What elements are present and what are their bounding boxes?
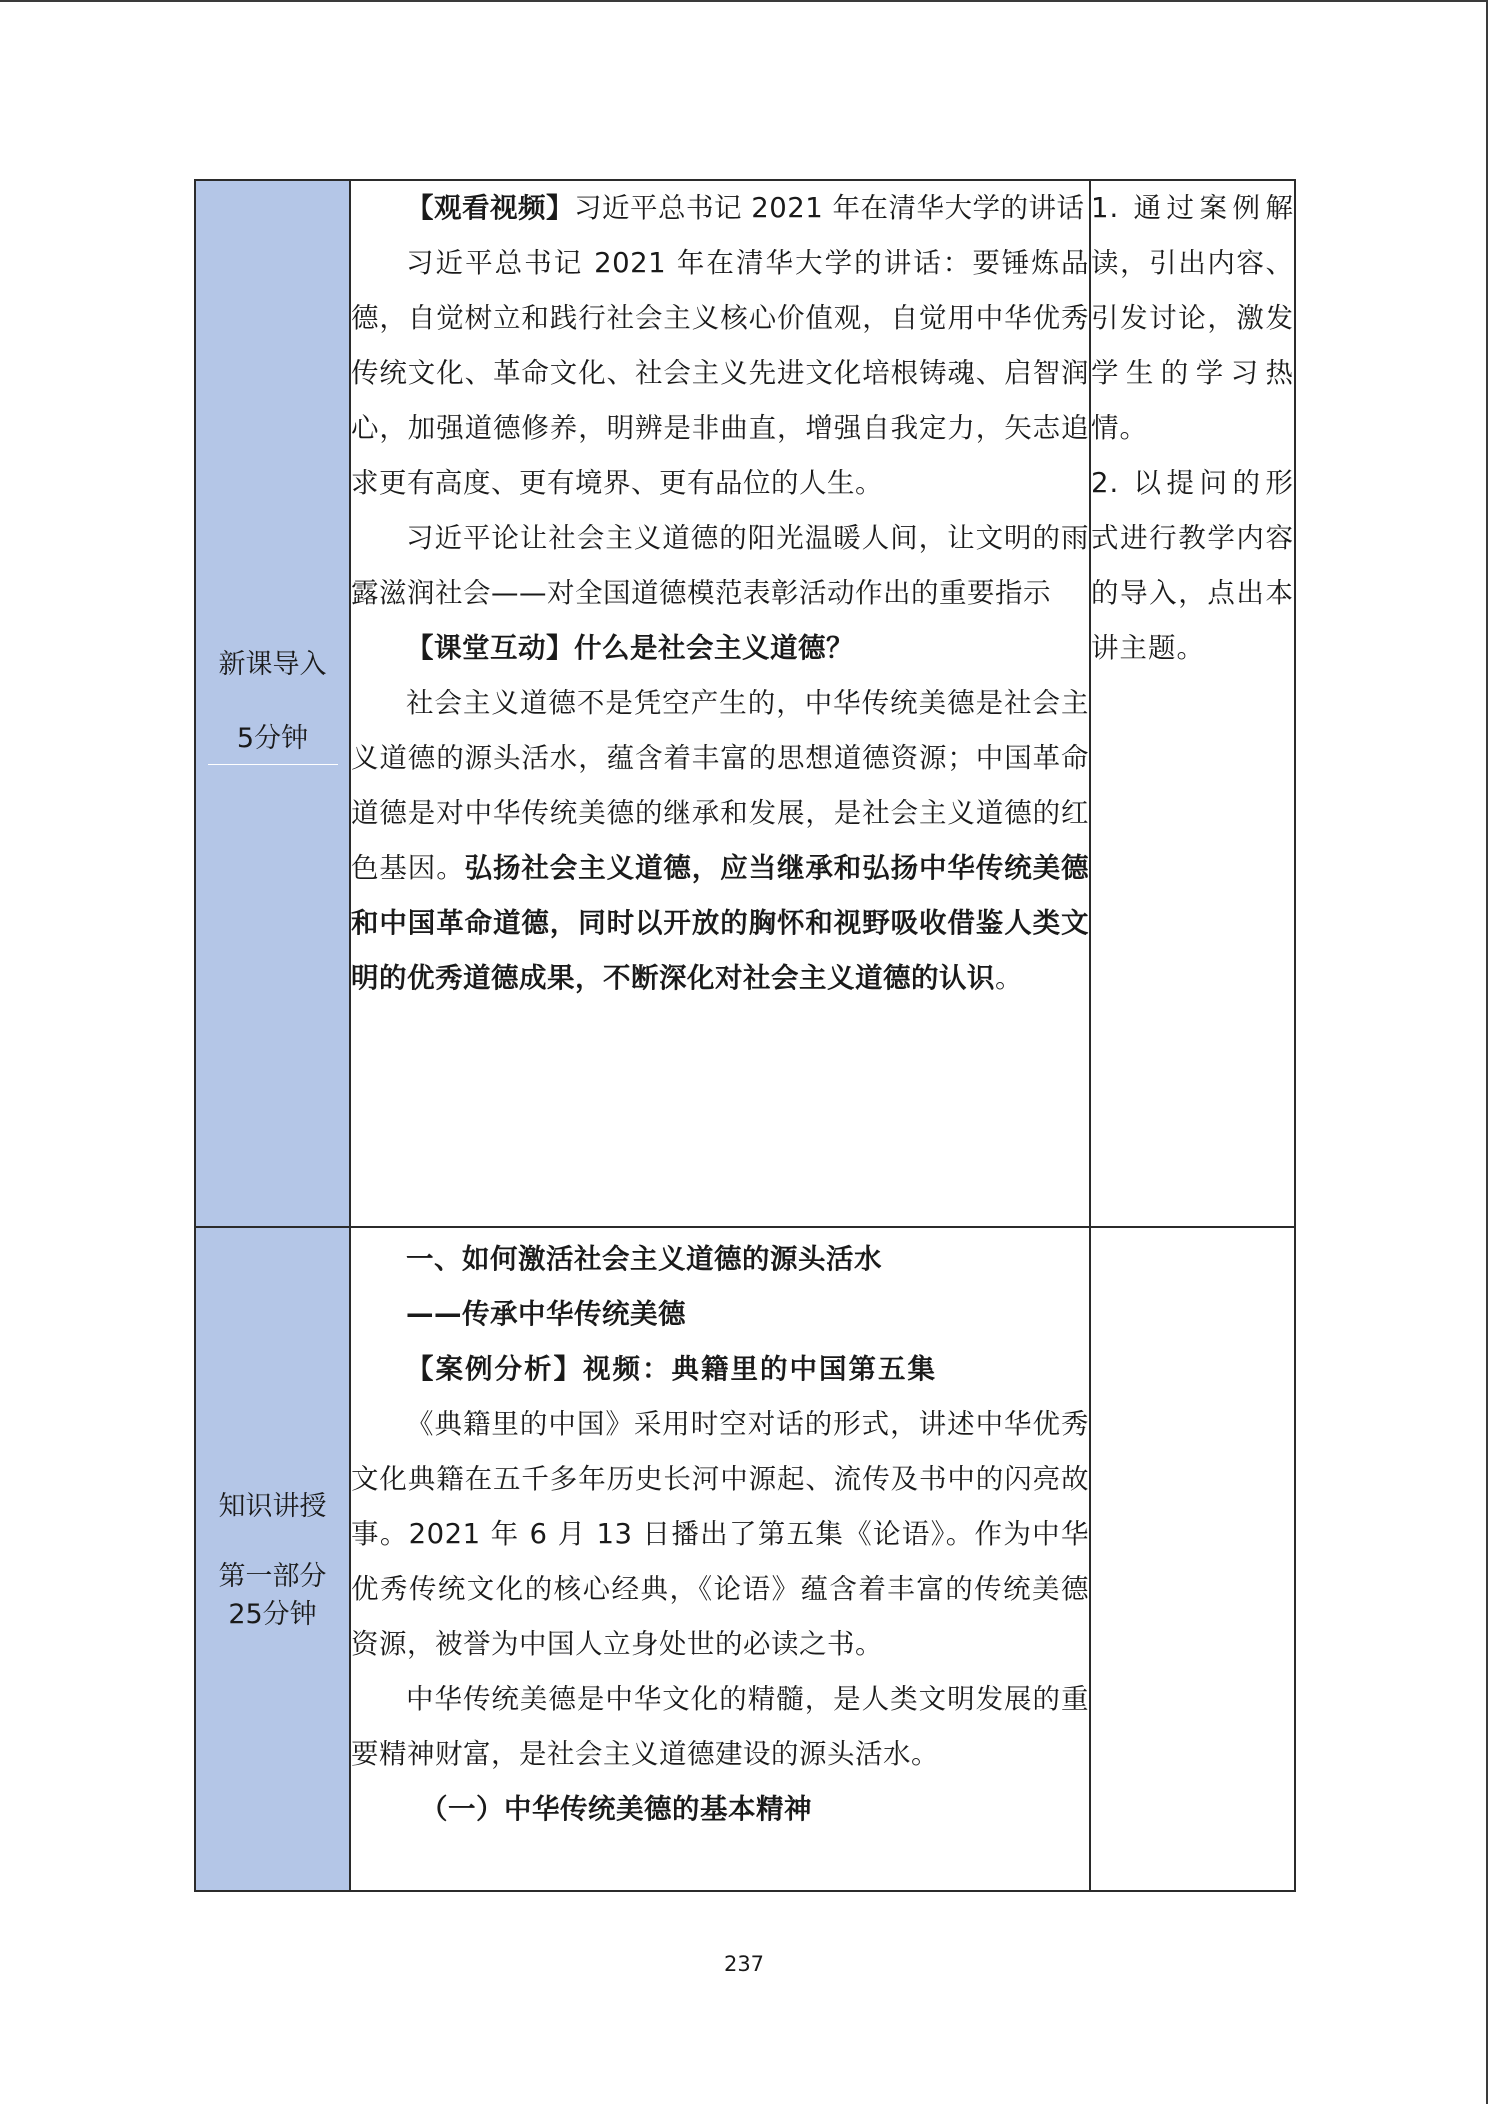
paragraph: 【观看视频】习近平总书记 2021 年在清华大学的讲话: [406, 192, 1085, 224]
notes-cell: [1090, 1227, 1295, 1891]
table-row-lecture: [195, 1227, 1295, 1891]
subheading: ——传承中华传统美德: [406, 1298, 686, 1330]
notes-cell: [1090, 180, 1295, 1227]
content-cell: [350, 1227, 1090, 1891]
heading: 一、如何激活社会主义道德的源头活水: [406, 1243, 882, 1275]
section-part: 第一部分: [218, 1561, 327, 1592]
table-row-intro: [195, 180, 1295, 1227]
bold-emphasis: 弘扬社会主义道德，应当继承和弘扬中华传统美德和中国革命道德，同时以开放的胸怀和视野吸收借鉴人类文明的优秀道德成果，不断深化对社会主义道德的认识: [351, 852, 1090, 994]
subheading: 【案例分析】视频：典籍里的中国第五集: [406, 1353, 937, 1385]
lesson-plan-table: [194, 179, 1296, 1892]
note-item: 1. 通过案例解读，引出内容、引发讨论，激发学生的学习热情。: [1091, 192, 1294, 444]
heading-tag: 【观看视频】: [406, 192, 574, 224]
paragraph: 《典籍里的中国》采用时空对话的形式，讲述中华优秀文化典籍在五千多年历史长河中源起、流传及书中的闪亮故事。2021 年 6 月 13 日播出了第五集《论语》。作为中华优秀传统文化的核心经典，《论语》蕴含着丰富的传统美德资源，被誉为中国人立身处世的必读之书。: [351, 1408, 1089, 1660]
paragraph: 习近平总书记 2021 年在清华大学的讲话：要锤炼品德，自觉树立和践行社会主义核心价值观，自觉用中华优秀传统文化、革命文化、社会主义先进文化培根铸魂、启智润心，加强道德修养，明辨是非曲直，增强自我定力，矢志追求更有高度、更有境界、更有品位的人生。: [351, 247, 1089, 499]
section-duration: 5分钟: [208, 716, 338, 765]
row-label-cell: [195, 1227, 350, 1891]
note-item: 2. 以提问的形式进行教学内容的导入，点出本讲主题。: [1091, 467, 1294, 664]
section-label: 新课导入: [218, 649, 327, 680]
paragraph: 中华传统美德是中华文化的精髓，是人类文明发展的重要精神财富，是社会主义道德建设的源头活水。: [351, 1683, 1089, 1770]
paragraph: 习近平论让社会主义道德的阳光温暖人间，让文明的雨露滋润社会——对全国道德模范表彰活动作出的重要指示: [351, 522, 1089, 609]
content-cell: [350, 180, 1090, 1227]
page-number: 237: [723, 1952, 765, 1976]
section-label: 知识讲授: [218, 1491, 327, 1522]
subheading: 【课堂互动】什么是社会主义道德？: [406, 632, 854, 664]
paragraph: 社会主义道德不是凭空产生的，中华传统美德是社会主义道德的源头活水，蕴含着丰富的思想道德资源；中国革命道德是对中华传统美德的继承和发展，是社会主义道德的红色基因。弘扬社会主义道德，应当继承和弘扬中华传统美德和中国革命道德，同时以开放的胸怀和视野吸收借鉴人类文明的优秀道德成果，不断深化对社会主义道德的认识。: [351, 687, 1090, 994]
row-label-cell: [195, 180, 350, 1227]
subheading: （一）中华传统美德的基本精神: [420, 1793, 812, 1825]
section-duration: 25分钟: [228, 1599, 317, 1630]
